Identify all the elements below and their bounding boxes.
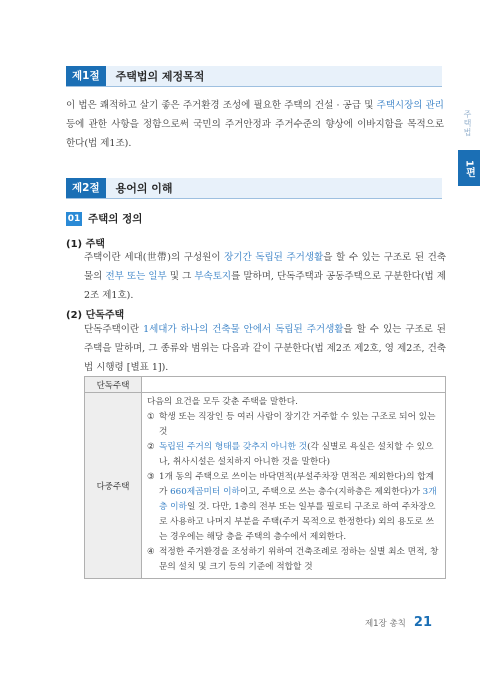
text-span: 을 할 수 있는 구조로 된 건축물의 [84, 252, 447, 282]
section-header-2 [66, 178, 442, 199]
text-span: 1개 동의 주택으로 쓰이는 바닥면적(부설주차장 면적은 제외한다)의 합계가 [159, 472, 435, 497]
subsection-heading-house: (1) 주택 [66, 239, 105, 250]
list-item [147, 545, 441, 575]
list-text [159, 470, 441, 545]
list-item [147, 410, 441, 440]
table-category-cell: 다중주택 [85, 393, 142, 579]
highlight-text: 독립된 주거의 형태를 갖추지 아니한 것 [159, 442, 308, 452]
list-item [147, 440, 441, 470]
list-text [159, 440, 441, 470]
item-heading [66, 211, 142, 226]
text-span: 이 법은 쾌적하고 살기 좋은 주거환경 조성에 필요한 주택의 건설 · 공급 및 [66, 100, 377, 111]
text-span: 및 그 [166, 271, 195, 282]
text-span: 를 말하며, 단독주택과 공동주택으로 구분한다(법 제2조 제1호). [84, 271, 446, 301]
section-title: 용어의 이해 [115, 182, 173, 195]
house-definition-paragraph [84, 248, 446, 305]
list-marker: ④ [147, 547, 155, 557]
text-span: 등에 관한 사항을 정함으로써 국민의 주거안정과 주거수준의 향상에 이바지함을 목적으로 한다(법 제1조). [66, 119, 444, 149]
table-row [85, 393, 446, 579]
highlight-text: 주택시장의 관리 [376, 100, 444, 111]
list-marker: ② [147, 442, 155, 452]
text-span: 주택이란 세대(世帶)의 구성원이 [84, 252, 225, 263]
highlight-text: 장기간 독립된 주거생활 [224, 252, 324, 263]
list-marker: ③ [147, 472, 155, 482]
highlight-text: 부속토지 [194, 271, 232, 282]
highlight-text: 3개 층 이하 [159, 487, 437, 512]
text-span: 이고, 주택으로 쓰는 층수(지하층은 제외한다)가 [239, 487, 423, 497]
text-span: 을 할 수 있는 구조로 된 주택을 말하며, 그 종류와 범위는 다음과 같이 구분한다(법 제2조 제2호, 영 제2조, 건축법 시행령 [별표 1]). [84, 324, 446, 373]
list-marker: ① [147, 412, 155, 422]
section-number: 제1절 [66, 66, 106, 86]
side-chapter-label: 주택법 [463, 110, 472, 137]
highlight-text: 1세대가 하나의 건축물 안에서 독립된 주거생활 [143, 324, 344, 335]
item-title: 주택의 정의 [88, 213, 143, 225]
section-header-1 [66, 66, 442, 87]
subsection-heading-detached: (2) 단독주택 [66, 310, 125, 321]
page-footer [365, 615, 432, 630]
item-number-badge: 01 [67, 213, 81, 224]
housing-type-table [84, 376, 446, 579]
table-row [85, 377, 446, 393]
table-description-cell [142, 377, 446, 393]
section-title: 주택법의 제정목적 [115, 70, 205, 83]
table-description-cell [142, 393, 446, 579]
list-text: 적정한 주거환경을 조성하기 위하여 건축조례로 정하는 실별 최소 면적, 창문의 설치 및 크기 등의 기준에 적합할 것 [159, 547, 439, 572]
page-number: 21 [413, 615, 432, 630]
section-number: 제2절 [66, 178, 106, 198]
text-span: 단독주택이란 [84, 324, 144, 335]
detached-definition-paragraph [84, 320, 446, 377]
highlight-text: 660제곱미터 이하 [170, 487, 240, 497]
purpose-paragraph [66, 96, 444, 153]
text-span: 일 것. 다만, 1층의 전부 또는 일부를 필로티 구조로 하여 주차장으로 사용하고 나머지 부분을 주택(주거 목적으로 한정한다) 외의 용도로 쓰는 경우에는 해당 층을 주택의 층수에서 제외한다. [159, 502, 436, 542]
table-category-cell: 단독주택 [85, 377, 142, 393]
side-part-tab: 1편 [458, 150, 480, 186]
table-intro-text: 다음의 요건을 모두 갖춘 주택을 말한다. [147, 397, 298, 407]
list-item [147, 470, 441, 545]
list-text: 학생 또는 직장인 등 여러 사람이 장기간 거주할 수 있는 구조로 되어 있는 것 [159, 412, 436, 437]
chapter-label: 제1장 총칙 [364, 619, 406, 629]
highlight-text: 전부 또는 일부 [105, 271, 167, 282]
text-span: (각 실별로 욕실은 설치할 수 있으나, 취사시설은 설치하지 아니한 것을 말한다) [159, 442, 434, 467]
